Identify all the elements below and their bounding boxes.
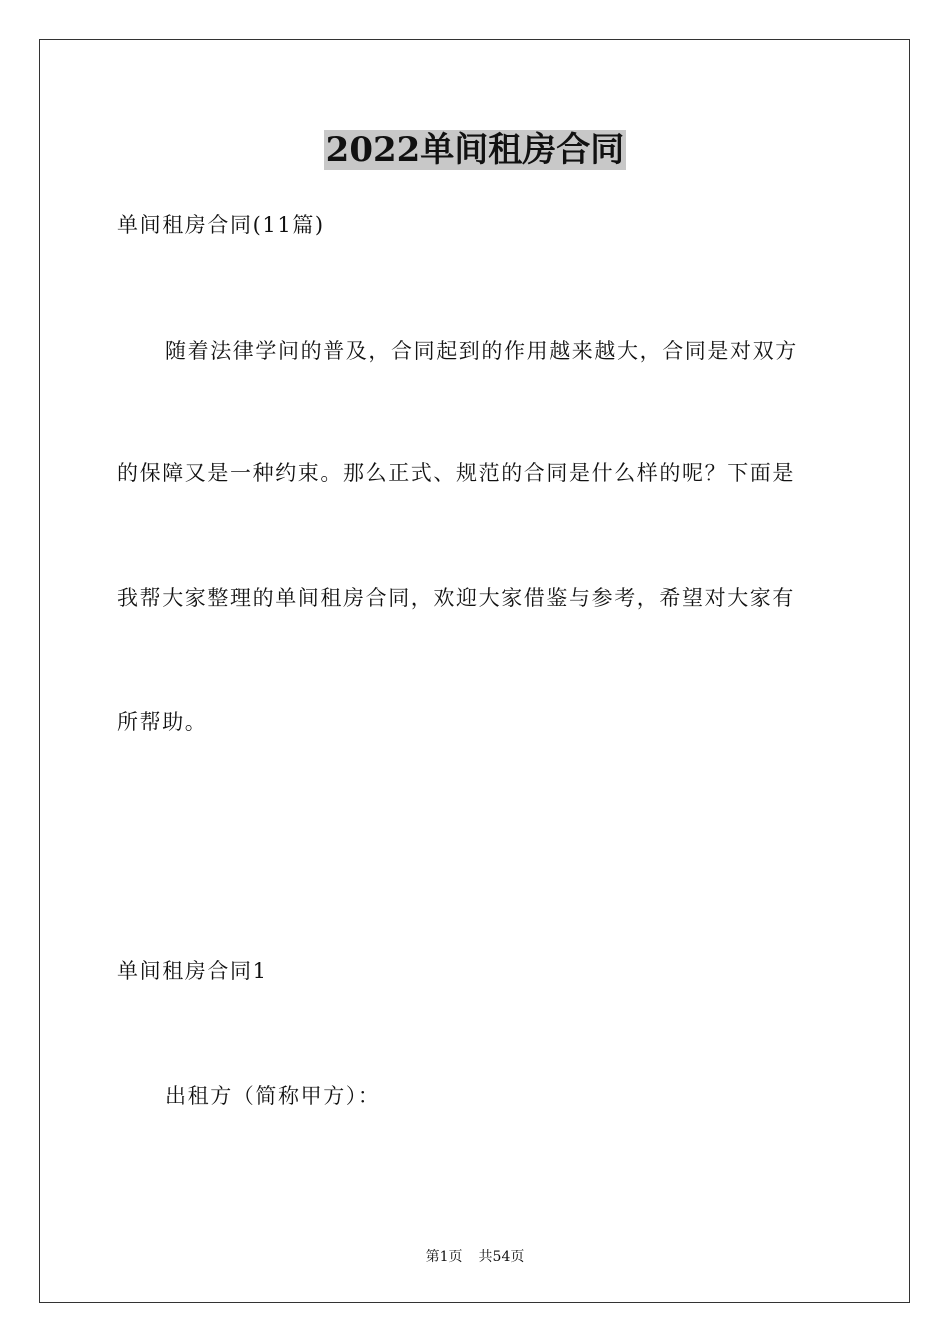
page-footer xyxy=(0,1247,950,1267)
document-title xyxy=(0,128,950,172)
intro-line-1: 随着法律学问的普及，合同起到的作用越来越大，合同是对双方 xyxy=(165,339,798,363)
party-line: 出租方（简称甲方）： xyxy=(165,1084,381,1108)
page-total: 共54页 xyxy=(478,1249,525,1265)
intro-line-4: 所帮助。 xyxy=(117,710,208,734)
intro-line-3: 我帮大家整理的单间租房合同，欢迎大家借鉴与参考，希望对大家有 xyxy=(117,586,795,610)
document-subtitle: 单间租房合同(11篇) xyxy=(117,213,325,237)
page-number: 第1页 xyxy=(425,1249,463,1265)
intro-line-2: 的保障又是一种约束。那么正式、规范的合同是什么样的呢？下面是 xyxy=(117,461,795,485)
document-title-text: 2022单间租房合同 xyxy=(325,130,625,170)
section-heading: 单间租房合同1 xyxy=(117,959,268,983)
